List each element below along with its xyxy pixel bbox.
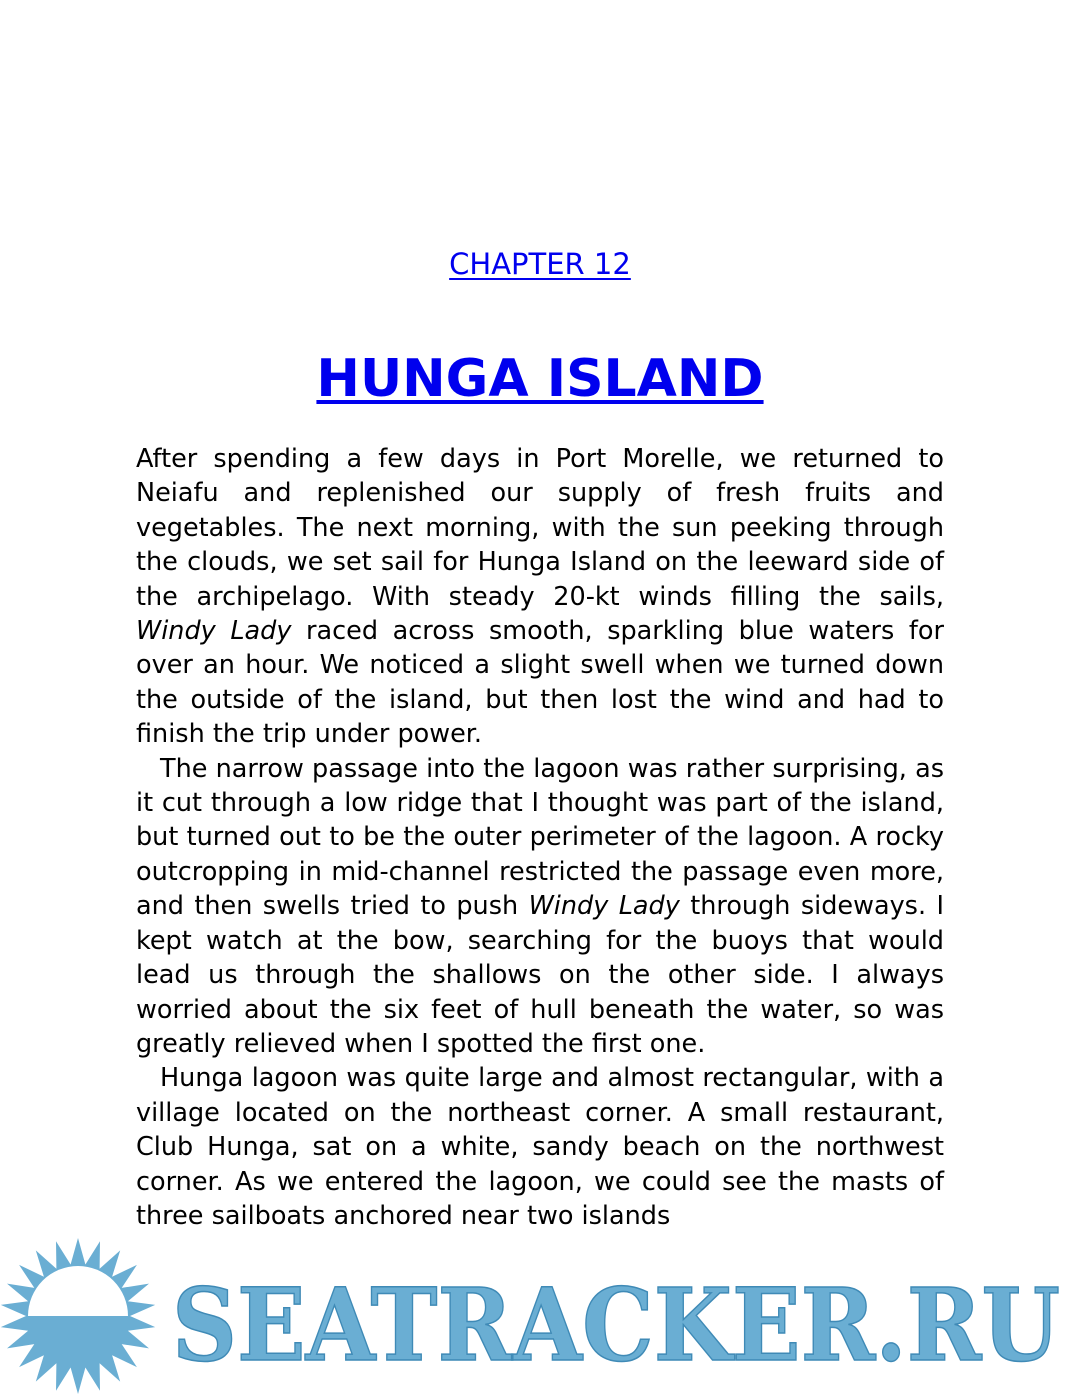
paragraph-text: After spending a few days in Port Morelle, we returned to Neiafu and replenished our supply of fresh fruits and vegetables. The next morning, with the sun peeking through the clouds, we set sail for Hunga Island on the leeward side of the archipelago. With steady 20-kt winds filling the sails, (136, 444, 944, 612)
paragraph-text: Hunga lagoon was quite large and almost rectangular, with a village located on the northeast corner. A small restaurant, Club Hunga, sat on a white, sandy beach on the northwest corner. As we entered the lagoon, we could see the masts of three sailboats anchored near two islands (136, 1063, 944, 1231)
watermark-text: SEATRACKER.RU (172, 1266, 1060, 1384)
sun-icon (1, 1238, 155, 1394)
chapter-body (136, 442, 944, 1233)
chapter-title-link[interactable]: HUNGA ISLAND (316, 349, 764, 409)
paragraph (136, 442, 944, 752)
chapter-number-link[interactable]: CHAPTER 12 (449, 247, 631, 281)
paragraph-text: through sideways. I kept watch at the bow, searching for the buoys that would lead us through the shallows on the other side. I always worried about the six feet of hull beneath the water, so was greatly relieved when I spotted the first one. (136, 891, 944, 1059)
watermark (0, 1238, 1080, 1397)
boat-name: Windy Lady (528, 891, 680, 922)
boat-name: Windy Lady (136, 616, 292, 647)
paragraph (136, 752, 944, 1062)
paragraph (136, 1061, 944, 1233)
paragraph-text: The narrow passage into the lagoon was rather surprising, as it cut through a low ridge that I thought was part of the island, but turned out to be the outer perimeter of the lagoon. A rocky outcropping in mid-channel restricted the passage even more, and then swells tried to push (136, 753, 944, 922)
paragraph-text: raced across smooth, sparkling blue waters for over an hour. We noticed a slight swell when we turned down the outside of the island, but then lost the wind and had to finish the trip under power. (136, 616, 944, 750)
